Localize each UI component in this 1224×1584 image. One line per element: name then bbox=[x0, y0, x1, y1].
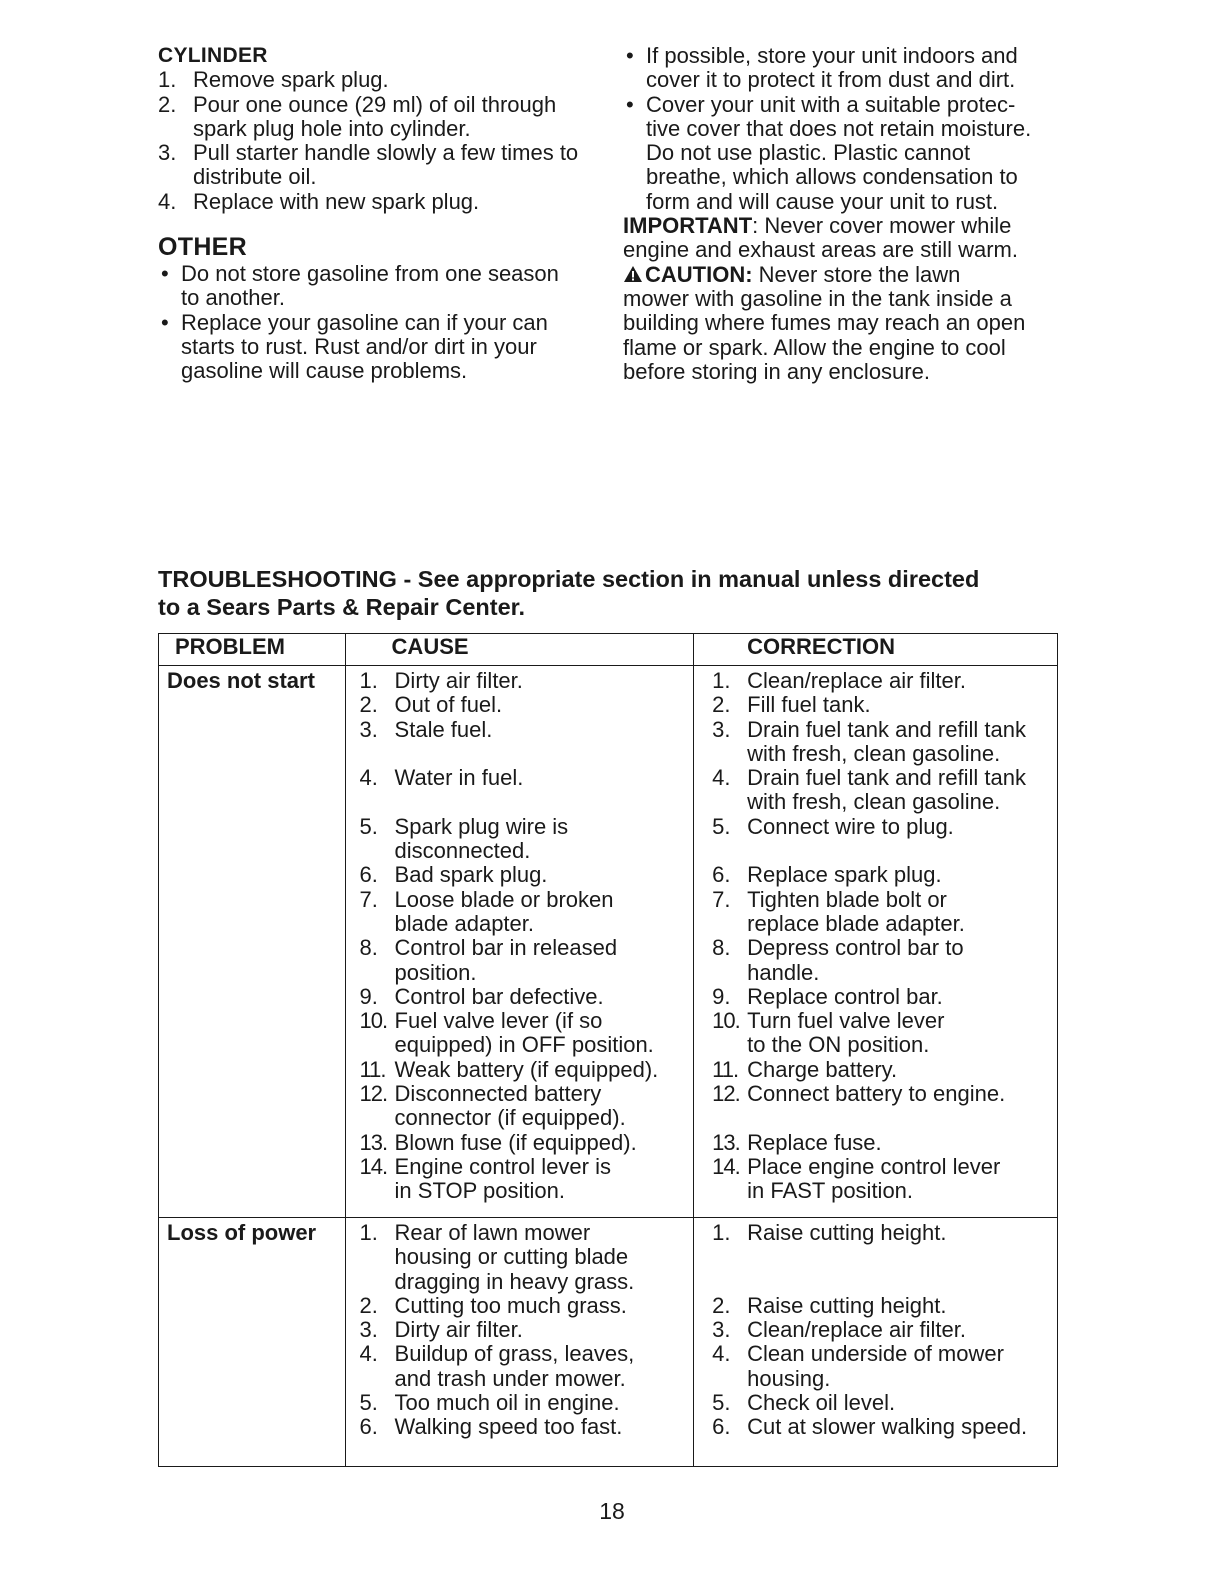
list-item: 3. Pull starter handle slowly a few times to distribute oil. bbox=[158, 140, 579, 190]
list-item: 2. Raise cutting height. bbox=[712, 1292, 947, 1318]
list-item: 7. Tighten blade bolt or replace blade adapter. bbox=[712, 886, 965, 936]
problem-cell: Loss of power bbox=[159, 1218, 346, 1467]
warning-triangle-icon bbox=[623, 263, 645, 287]
list-item: 5. Check oil level. bbox=[712, 1390, 896, 1416]
list-item: 6. Cut at slower walking speed. bbox=[712, 1414, 1028, 1440]
list-item: • Do not store gasoline from one season to another. bbox=[161, 261, 559, 311]
important-note-line: engine and exhaust areas are still warm. bbox=[623, 237, 1018, 263]
caution-line: before storing in any enclosure. bbox=[623, 358, 930, 384]
list-item: 6. Replace spark plug. bbox=[712, 862, 942, 888]
caution-line: mower with gasoline in the tank inside a bbox=[623, 285, 1012, 311]
list-item: 13. Blown fuse (if equipped). bbox=[359, 1129, 637, 1155]
list-item: 13. Replace fuse. bbox=[712, 1129, 882, 1155]
correction-cell bbox=[694, 666, 1058, 1218]
list-item: 4. Clean underside of mower housing. bbox=[712, 1341, 1004, 1391]
table-row bbox=[159, 1218, 1058, 1467]
cause-cell bbox=[345, 666, 694, 1218]
list-item: 5. Too much oil in engine. bbox=[359, 1390, 620, 1416]
list-item: • If possible, store your unit indoors and cover it to protect it from dust and dirt. bbox=[626, 43, 1018, 93]
list-item: 3. Dirty air filter. bbox=[359, 1317, 523, 1343]
list-item: 2. Fill fuel tank. bbox=[712, 692, 871, 718]
bullet-icon: • bbox=[626, 43, 634, 68]
list-item: 5. Spark plug wire is disconnected. bbox=[359, 813, 569, 864]
bullet-icon: • bbox=[626, 91, 634, 117]
list-item: 1. Rear of lawn mower housing or cutting blade dragging in heavy grass. bbox=[359, 1220, 635, 1294]
list-item: 4. Drain fuel tank and refill tank with fresh, clean gasoline. bbox=[712, 765, 1026, 815]
other-bullets bbox=[158, 262, 608, 383]
header-correction: CORRECTION bbox=[694, 634, 1058, 666]
other-heading: OTHER bbox=[158, 233, 247, 262]
right-column bbox=[623, 44, 1063, 384]
list-item: 3. Clean/replace air filter. bbox=[712, 1317, 967, 1343]
list-item: 4. Buildup of grass, leaves, and trash under mower. bbox=[359, 1341, 635, 1391]
page-number: 18 bbox=[599, 1498, 625, 1524]
left-column bbox=[158, 44, 608, 384]
list-item: 8. Control bar in released position. bbox=[359, 935, 618, 985]
list-item: 1. Raise cutting height. bbox=[712, 1220, 947, 1245]
troubleshooting-table bbox=[158, 633, 1058, 1467]
important-note: IMPORTANT: Never cover mower while bbox=[623, 213, 1012, 239]
list-item: 2. Cutting too much grass. bbox=[359, 1292, 627, 1318]
list-item: 14. Engine control lever is in STOP position. bbox=[359, 1153, 611, 1204]
list-item: 12. Disconnected battery connector (if equipped). bbox=[359, 1081, 626, 1131]
header-problem: PROBLEM bbox=[159, 634, 346, 666]
troubleshooting-title: TROUBLESHOOTING - See appropriate section in manual unless directed to a Sears Parts & Repair Center. bbox=[158, 566, 980, 620]
cylinder-heading: CYLINDER bbox=[158, 44, 268, 67]
list-item: 7. Loose blade or broken blade adapter. bbox=[359, 886, 614, 936]
list-item: 1. Remove spark plug. bbox=[158, 67, 389, 93]
table-row bbox=[159, 666, 1058, 1218]
list-item: 5. Connect wire to plug. bbox=[712, 813, 954, 839]
list-item: 4. Replace with new spark plug. bbox=[158, 188, 480, 214]
list-item: 8. Depress control bar to handle. bbox=[712, 935, 964, 985]
problem-cell: Does not start bbox=[159, 666, 346, 1218]
bullet-icon: • bbox=[161, 261, 169, 287]
list-item: • Cover your unit with a suitable protec- tive cover that does not retain moisture. Do not use plastic. Plastic cannot breathe, which allows condensation to form and will cause your unit to rust. bbox=[626, 91, 1032, 214]
list-item: 10. Fuel valve lever (if so equipped) in OFF position. bbox=[359, 1008, 654, 1058]
list-item: 11. Charge battery. bbox=[712, 1056, 898, 1082]
list-item: 3. Drain fuel tank and refill tank with fresh, clean gasoline. bbox=[712, 716, 1026, 766]
caution-label: CAUTION: bbox=[645, 261, 753, 287]
storage-bullets bbox=[623, 44, 1063, 214]
correction-cell bbox=[694, 1218, 1058, 1467]
caution-line: flame or spark. Allow the engine to cool bbox=[623, 334, 1006, 360]
list-item: 14. Place engine control lever in FAST position. bbox=[712, 1153, 1001, 1204]
list-item: 6. Bad spark plug. bbox=[359, 862, 548, 888]
list-item: 3. Stale fuel. bbox=[359, 716, 493, 742]
cause-cell bbox=[345, 1218, 694, 1467]
caution-note: CAUTION: Never store the lawn bbox=[623, 263, 1063, 287]
caution-line: building where fumes may reach an open bbox=[623, 310, 1026, 336]
list-item: • Replace your gasoline can if your can starts to rust. Rust and/or dirt in your gasoline will cause problems. bbox=[161, 309, 548, 384]
important-label: IMPORTANT bbox=[623, 213, 753, 239]
list-item: 6. Walking speed too fast. bbox=[359, 1414, 623, 1440]
list-item: 10. Turn fuel valve lever to the ON position. bbox=[712, 1008, 945, 1058]
list-item: 4. Water in fuel. bbox=[359, 765, 524, 791]
list-item: 9. Replace control bar. bbox=[712, 983, 943, 1009]
list-item: 1. Clean/replace air filter. bbox=[712, 668, 967, 693]
bullet-icon: • bbox=[161, 309, 169, 335]
list-item: 2. Pour one ounce (29 ml) of oil through spark plug hole into cylinder. bbox=[158, 91, 557, 141]
list-item: 12. Connect battery to engine. bbox=[712, 1081, 1006, 1107]
list-item: 9. Control bar defective. bbox=[359, 983, 604, 1009]
header-cause: CAUSE bbox=[345, 634, 694, 666]
list-item: 11. Weak battery (if equipped). bbox=[359, 1056, 659, 1082]
table-header-row bbox=[159, 634, 1058, 666]
list-item: 2. Out of fuel. bbox=[359, 692, 503, 718]
cylinder-steps bbox=[158, 68, 608, 214]
list-item: 1. Dirty air filter. bbox=[359, 668, 523, 693]
